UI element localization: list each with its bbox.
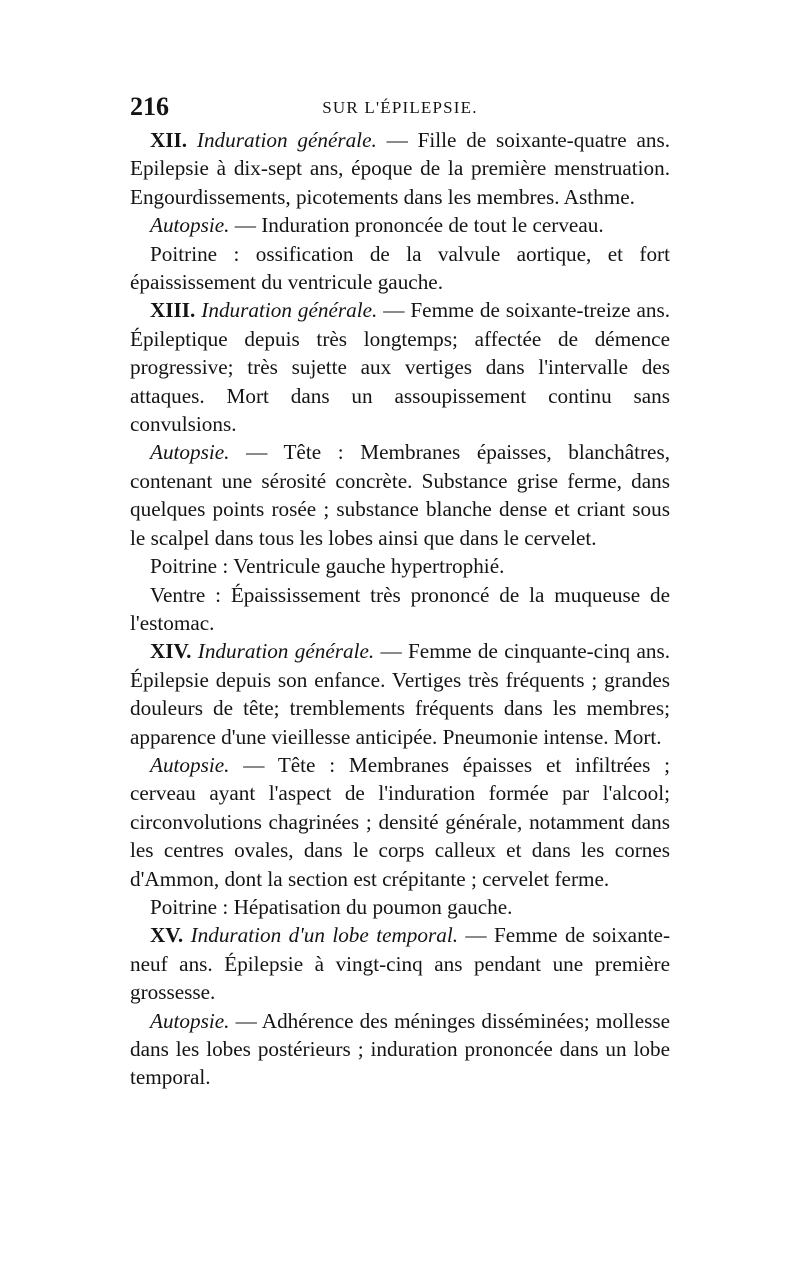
paragraph-text: Poitrine : ossification de la valvule aortique, et fort épaississement du ventricule gauche. bbox=[130, 241, 670, 295]
case-number: XIII. bbox=[150, 298, 196, 323]
section-label: Autopsie. bbox=[150, 440, 230, 465]
case-number: XII. bbox=[150, 128, 188, 152]
paragraph-text: — Femme de soixante-treize ans. Épileptique depuis très longtemps; affectée de démence progressive; très sujette aux vertiges dans l'intervalle des attaques. Mort dans un assoupissement continu sans convulsions. bbox=[130, 298, 671, 437]
paragraph-text: — Induration prononcée de tout le cerveau. bbox=[229, 213, 604, 238]
page-number: 216 bbox=[130, 92, 169, 121]
paragraph-text: — Tête : Membranes épaisses, blanchâtres, contenant une sérosité concrète. Substance grise ferme, dans quelques points rosée ; substance blanche dense et criant sous le scalpel dans tous les lobes ainsi que dans le cervelet. bbox=[130, 440, 670, 550]
case-paragraph bbox=[130, 637, 670, 751]
case-title: Induration générale. bbox=[196, 128, 377, 152]
autopsy-paragraph bbox=[130, 211, 670, 239]
running-title: SUR L'ÉPILEPSIE. bbox=[322, 98, 478, 117]
case-paragraph bbox=[130, 126, 670, 211]
section-label: Autopsie. bbox=[150, 1008, 230, 1033]
autopsy-paragraph bbox=[130, 438, 670, 552]
autopsy-paragraph bbox=[130, 1007, 670, 1092]
case-title: Induration générale. bbox=[197, 639, 375, 664]
autopsy-paragraph bbox=[130, 751, 670, 893]
case-title: Induration d'un lobe temporal. bbox=[190, 923, 459, 948]
case-paragraph bbox=[130, 921, 670, 1006]
paragraph-text: — Femme de soixante-neuf ans. Épilepsie à vingt-cinq ans pendant une première grossesse. bbox=[130, 923, 671, 1005]
finding-paragraph bbox=[130, 552, 670, 580]
case-paragraph bbox=[130, 296, 670, 438]
case-title: Induration générale. bbox=[201, 298, 378, 323]
body-text bbox=[130, 126, 670, 1092]
section-label: Autopsie. bbox=[150, 752, 230, 777]
finding-paragraph bbox=[130, 581, 670, 638]
paragraph-text: — Adhérence des méninges disséminées; mollesse dans les lobes postérieurs ; induration prononcée dans un lobe temporal. bbox=[130, 1008, 670, 1090]
paragraph-text: Poitrine : Ventricule gauche hypertrophié. bbox=[150, 554, 505, 579]
finding-paragraph bbox=[130, 240, 670, 297]
case-number: XIV. bbox=[150, 639, 192, 664]
paragraph-text: Ventre : Épaississement très prononcé de la muqueuse de l'estomac. bbox=[130, 582, 670, 635]
paragraph-text: — Femme de cinquante-cinq ans. Épilepsie depuis son enfance. Vertiges très fréquents ; grandes douleurs de tête; tremblements fréquents dans les membres; apparence d'une vieillesse anticipée. Pneumonie intense. Mort. bbox=[130, 639, 671, 749]
finding-paragraph bbox=[130, 893, 670, 921]
paragraph-text: — Tête : Membranes épaisses et infiltrées ; cerveau ayant l'aspect de l'induration formée par l'alcool; circonvolutions chagrinées ; densité générale, notamment dans les centres ovales, dans le corps calleux et dans les cornes d'Ammon, dont la section est crépitante ; cervelet ferme. bbox=[130, 752, 670, 891]
page-header bbox=[130, 92, 670, 122]
section-label: Autopsie. bbox=[150, 213, 230, 238]
case-number: XV. bbox=[150, 923, 184, 948]
paragraph-text: — Fille de soixante-quatre ans. Epilepsie à dix-sept ans, époque de la première menstruation. Engourdissements, picotements dans les membres. Asthme. bbox=[130, 128, 670, 209]
paragraph-text: Poitrine : Hépatisation du poumon gauche. bbox=[150, 894, 513, 919]
